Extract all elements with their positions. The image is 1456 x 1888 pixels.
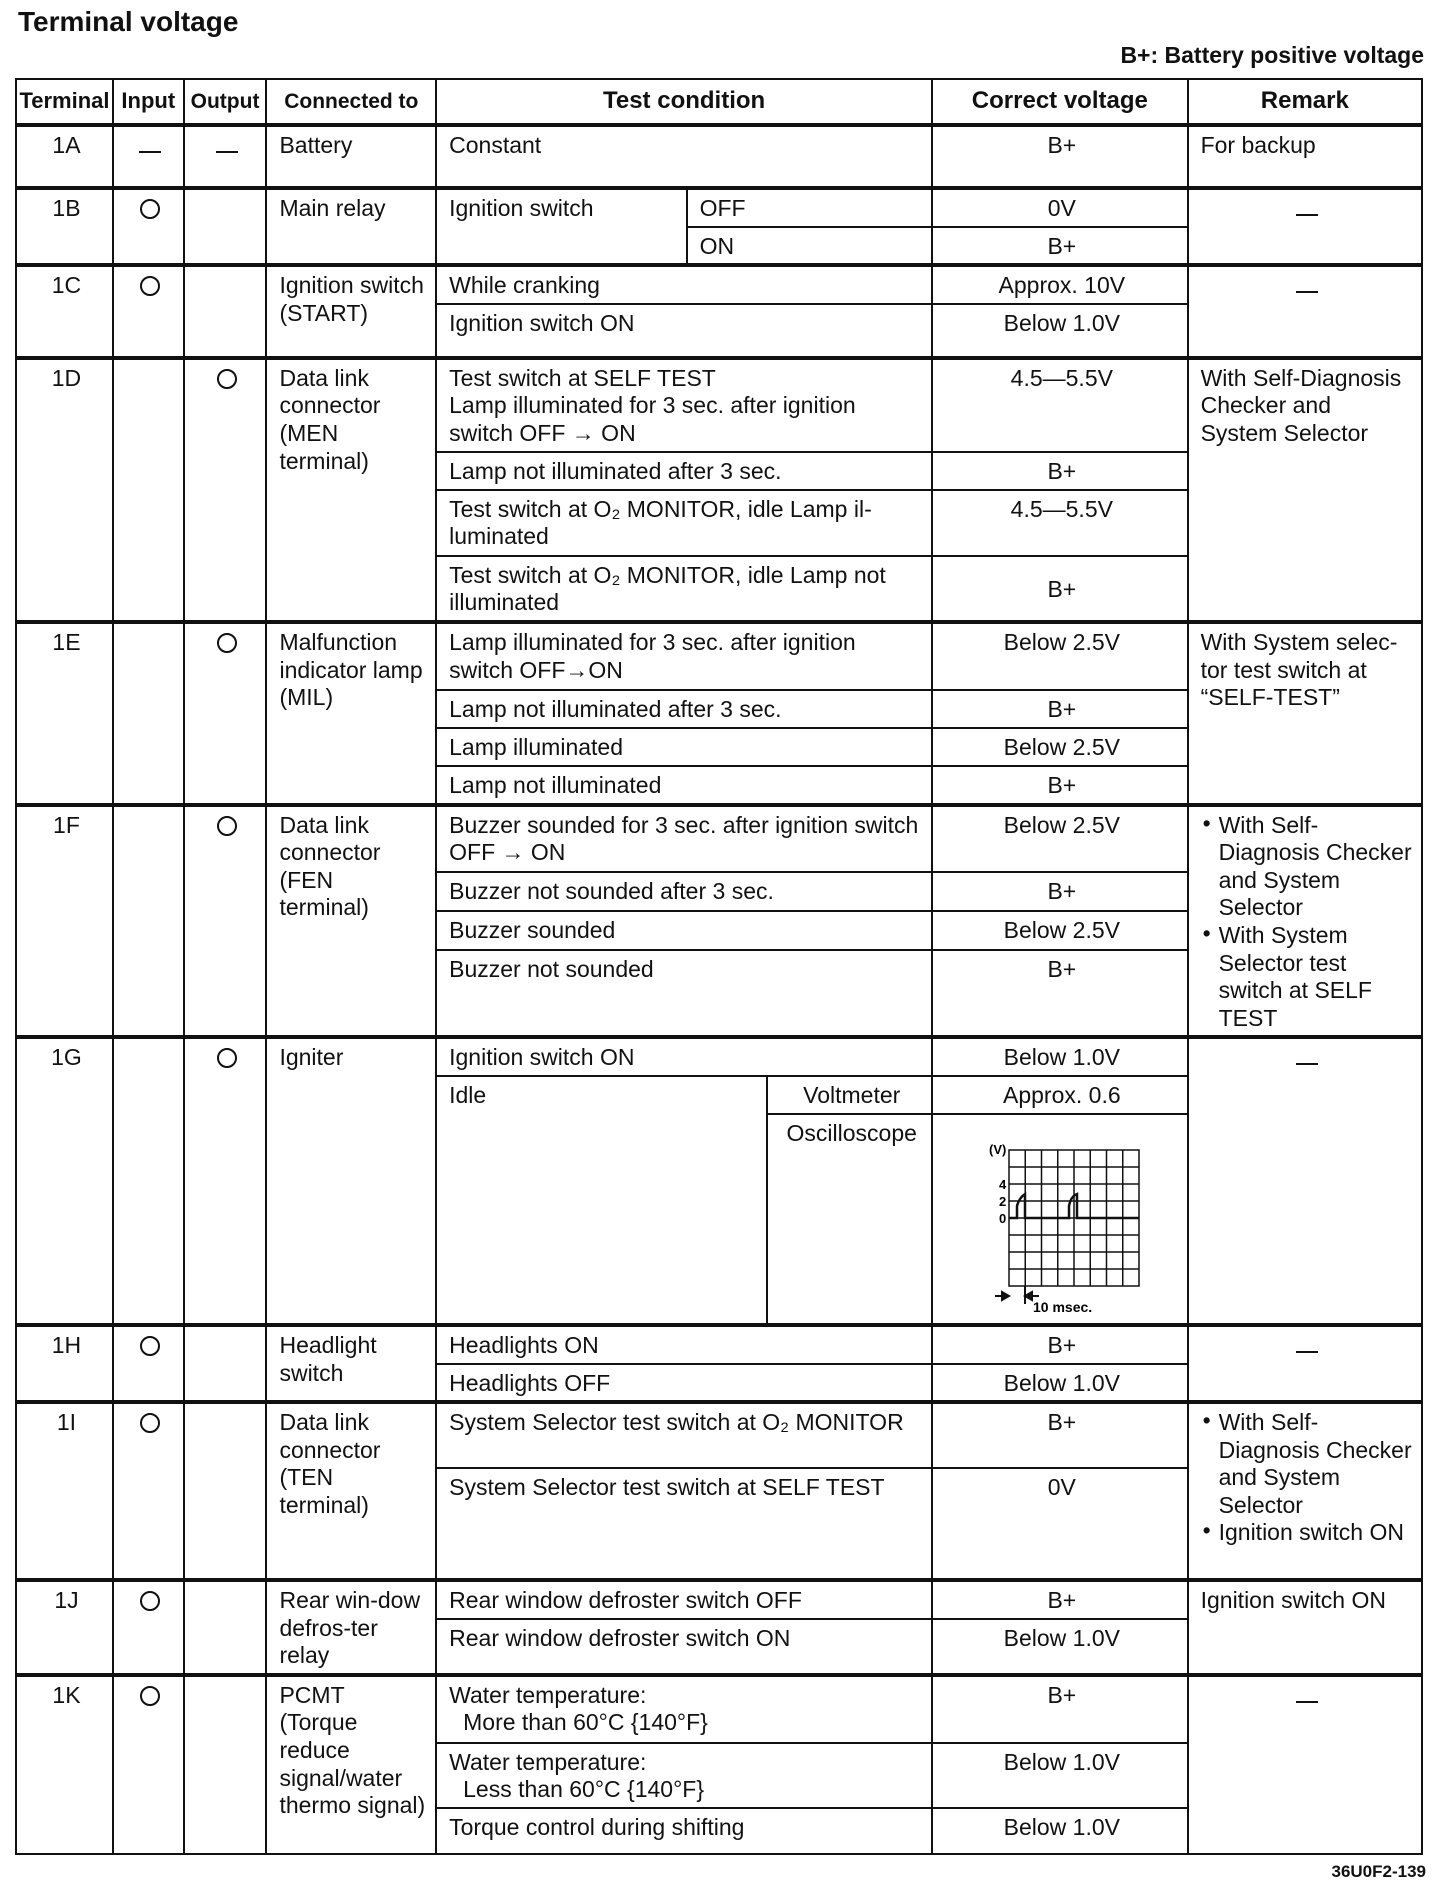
voltage-cell: 0V xyxy=(932,188,1188,227)
voltage-cell: Below 2.5V xyxy=(932,911,1188,950)
connected-to-cell: Battery xyxy=(266,125,436,188)
oscilloscope-cell xyxy=(932,1114,1188,1325)
voltage-cell: 4.5—5.5V xyxy=(932,358,1188,452)
remark-cell: Ignition switch ON xyxy=(1188,1580,1422,1675)
condition-line: Lamp illuminated for 3 sec. after ignition switch OFF → ON xyxy=(449,392,856,446)
voltage-cell: Below 1.0V xyxy=(932,304,1188,358)
remark-cell xyxy=(1188,805,1422,1038)
condition-cell: Idle xyxy=(436,1076,767,1325)
condition-cell: Headlights OFF xyxy=(436,1364,932,1403)
connected-to-cell: Main relay xyxy=(266,188,436,265)
header-correct-voltage: Correct voltage xyxy=(932,79,1188,125)
table-row xyxy=(16,265,1422,304)
output-cell xyxy=(184,805,267,1038)
terminal-cell: 1B xyxy=(16,188,113,265)
remark-cell xyxy=(1188,265,1422,358)
terminal-cell: 1F xyxy=(16,805,113,1038)
terminal-cell: 1G xyxy=(16,1037,113,1325)
voltage-cell: Below 1.0V xyxy=(932,1037,1188,1076)
header-terminal: Terminal xyxy=(16,79,113,125)
remark-item: • With Self-Diagnosis Checker and System Selector xyxy=(1219,812,1413,922)
condition-cell: Ignition switch ON xyxy=(436,1037,932,1076)
terminal-cell: 1H xyxy=(16,1325,113,1402)
voltage-cell: Below 2.5V xyxy=(932,728,1188,766)
voltage-cell: Below 1.0V xyxy=(932,1619,1188,1675)
battery-note: B+: Battery positive voltage xyxy=(1120,42,1424,68)
condition-cell: Test switch at O₂ MONITOR, idle Lamp il-luminated xyxy=(436,490,932,556)
header-connected-to: Connected to xyxy=(266,79,436,125)
scope-y-tick-4: 4 xyxy=(999,1176,1007,1192)
condition-cell: Rear window defroster switch ON xyxy=(436,1619,932,1675)
condition-sub-cell: Oscilloscope xyxy=(767,1114,932,1325)
condition-line: More than 60°C {140°F} xyxy=(463,1709,708,1736)
remark-cell xyxy=(1188,188,1422,265)
condition-sub-cell: ON xyxy=(687,227,932,266)
output-cell xyxy=(184,1037,267,1325)
connected-to-cell: Data link connector (MEN terminal) xyxy=(266,358,436,622)
condition-cell xyxy=(436,1675,932,1743)
output-cell xyxy=(184,125,267,188)
remark-item: • With System Selector test switch at SELF TEST xyxy=(1219,922,1413,1032)
input-circle-icon xyxy=(140,1336,160,1356)
terminal-cell: 1D xyxy=(16,358,113,622)
header-row xyxy=(16,79,1422,125)
connected-to-cell: Malfunction indicator lamp (MIL) xyxy=(266,622,436,805)
connected-to-cell: PCMT (Torque reduce signal/water thermo signal) xyxy=(266,1675,436,1854)
condition-line: Water temperature: xyxy=(449,1748,647,1775)
condition-cell: Ignition switch xyxy=(436,188,686,265)
output-circle-icon xyxy=(217,1048,237,1068)
dash-mark xyxy=(216,151,238,153)
input-circle-icon xyxy=(140,276,160,296)
output-circle-icon xyxy=(217,816,237,836)
output-cell xyxy=(184,1675,267,1854)
output-circle-icon xyxy=(217,369,237,389)
voltage-cell: B+ xyxy=(932,1325,1188,1364)
input-cell xyxy=(113,622,184,805)
condition-cell: Ignition switch ON xyxy=(436,304,932,358)
voltage-cell: 0V xyxy=(932,1468,1188,1580)
condition-cell: Lamp illuminated for 3 sec. after ignition switch OFF→ON xyxy=(436,622,932,690)
condition-cell: Lamp not illuminated xyxy=(436,766,932,805)
dash-mark xyxy=(1296,1351,1318,1353)
table-row xyxy=(16,1402,1422,1468)
dash-mark xyxy=(1296,214,1318,216)
voltage-cell: Below 1.0V xyxy=(932,1808,1188,1854)
remark-cell xyxy=(1188,1675,1422,1854)
condition-cell: Lamp not illuminated after 3 sec. xyxy=(436,452,932,490)
condition-cell xyxy=(436,1743,932,1808)
condition-cell: While cranking xyxy=(436,265,932,304)
voltage-cell: B+ xyxy=(932,1402,1188,1468)
remark-cell xyxy=(1188,1037,1422,1325)
condition-cell: Lamp not illuminated after 3 sec. xyxy=(436,690,932,728)
remark-list xyxy=(1201,812,1413,1033)
terminal-cell: 1K xyxy=(16,1675,113,1854)
page-title: Terminal voltage xyxy=(18,6,239,37)
oscilloscope-waveform xyxy=(945,1120,1145,1316)
voltage-cell: Below 2.5V xyxy=(932,805,1188,873)
input-cell xyxy=(113,1325,184,1402)
condition-cell: Buzzer not sounded after 3 sec. xyxy=(436,872,932,911)
remark-cell: With Self-Diagnosis Checker and System Selector xyxy=(1188,358,1422,622)
voltage-cell: B+ xyxy=(932,1580,1188,1619)
table-row xyxy=(16,125,1422,188)
condition-cell xyxy=(436,358,932,452)
input-cell xyxy=(113,265,184,358)
output-cell xyxy=(184,622,267,805)
condition-cell: Rear window defroster switch OFF xyxy=(436,1580,932,1619)
output-circle-icon xyxy=(217,633,237,653)
remark-cell: For backup xyxy=(1188,125,1422,188)
output-cell xyxy=(184,358,267,622)
table-row xyxy=(16,188,1422,227)
connected-to-cell: Headlight switch xyxy=(266,1325,436,1402)
remark-item: • Ignition switch ON xyxy=(1219,1519,1413,1547)
condition-cell: Headlights ON xyxy=(436,1325,932,1364)
voltage-cell: B+ xyxy=(932,1675,1188,1743)
voltage-cell: 4.5—5.5V xyxy=(932,490,1188,556)
condition-sub-cell: OFF xyxy=(687,188,932,227)
terminal-voltage-table xyxy=(15,78,1423,1855)
input-circle-icon xyxy=(140,1413,160,1433)
figure-id: 36U0F2-139 xyxy=(1331,1862,1426,1881)
dash-mark xyxy=(139,151,161,153)
condition-cell: Test switch at O₂ MONITOR, idle Lamp not illuminated xyxy=(436,556,932,622)
connected-to-cell: Data link connector (TEN terminal) xyxy=(266,1402,436,1580)
voltage-cell: B+ xyxy=(932,452,1188,490)
voltage-cell: Below 1.0V xyxy=(932,1364,1188,1403)
input-cell xyxy=(113,1580,184,1675)
terminal-cell: 1A xyxy=(16,125,113,188)
connected-to-cell: Igniter xyxy=(266,1037,436,1325)
input-cell xyxy=(113,125,184,188)
dash-mark xyxy=(1296,1701,1318,1703)
condition-cell: Lamp illuminated xyxy=(436,728,932,766)
terminal-cell: 1C xyxy=(16,265,113,358)
output-cell xyxy=(184,188,267,265)
voltage-cell: Approx. 0.6 xyxy=(932,1076,1188,1114)
connected-to-cell: Data link connector (FEN terminal) xyxy=(266,805,436,1038)
output-cell xyxy=(184,265,267,358)
condition-cell: Constant xyxy=(436,125,932,188)
header-remark: Remark xyxy=(1188,79,1422,125)
table-row xyxy=(16,1325,1422,1364)
remark-item: • With Self-Diagnosis Checker and System Selector xyxy=(1219,1409,1413,1519)
header-test-condition: Test condition xyxy=(436,79,932,125)
voltage-cell: Below 1.0V xyxy=(932,1743,1188,1808)
table-row xyxy=(16,1580,1422,1619)
input-cell xyxy=(113,1675,184,1854)
scope-time-label: 10 msec. xyxy=(1033,1298,1093,1315)
condition-cell: Torque control during shifting xyxy=(436,1808,932,1854)
table-row xyxy=(16,622,1422,690)
terminal-cell: 1J xyxy=(16,1580,113,1675)
condition-cell: Buzzer sounded for 3 sec. after ignition switch OFF → ON xyxy=(436,805,932,873)
scope-y-tick-0: 0 xyxy=(999,1210,1007,1226)
table-row xyxy=(16,805,1422,873)
condition-cell: System Selector test switch at O₂ MONITOR xyxy=(436,1402,932,1468)
header-output: Output xyxy=(184,79,267,125)
table-row xyxy=(16,1037,1422,1076)
output-cell xyxy=(184,1325,267,1402)
table-row xyxy=(16,358,1422,452)
condition-cell: System Selector test switch at SELF TEST xyxy=(436,1468,932,1580)
input-cell xyxy=(113,1402,184,1580)
connected-to-cell: Rear win-dow defros-ter relay xyxy=(266,1580,436,1675)
oscilloscope-figure xyxy=(945,1120,1179,1320)
voltage-cell: B+ xyxy=(932,950,1188,1038)
voltage-cell: B+ xyxy=(932,872,1188,911)
input-cell xyxy=(113,805,184,1038)
remark-cell: With System selec-tor test switch at “SELF-TEST” xyxy=(1188,622,1422,805)
condition-line: Test switch at SELF TEST xyxy=(449,364,716,391)
terminal-cell: 1I xyxy=(16,1402,113,1580)
output-cell xyxy=(184,1580,267,1675)
dash-mark xyxy=(1296,291,1318,293)
condition-cell: Buzzer not sounded xyxy=(436,950,932,1038)
input-circle-icon xyxy=(140,1686,160,1706)
remark-cell xyxy=(1188,1325,1422,1402)
input-circle-icon xyxy=(140,199,160,219)
condition-cell: Buzzer sounded xyxy=(436,911,932,950)
input-cell xyxy=(113,358,184,622)
dash-mark xyxy=(1296,1063,1318,1065)
voltage-cell: B+ xyxy=(932,690,1188,728)
input-cell xyxy=(113,188,184,265)
terminal-cell: 1E xyxy=(16,622,113,805)
voltage-cell: Below 2.5V xyxy=(932,622,1188,690)
output-cell xyxy=(184,1402,267,1580)
voltage-cell: B+ xyxy=(932,766,1188,805)
voltage-cell: Approx. 10V xyxy=(932,265,1188,304)
scope-unit-label: (V) xyxy=(989,1141,1007,1157)
voltage-cell: B+ xyxy=(932,556,1188,622)
input-cell xyxy=(113,1037,184,1325)
scope-y-tick-2: 2 xyxy=(999,1193,1007,1209)
condition-line: Less than 60°C {140°F} xyxy=(463,1776,705,1803)
voltage-cell: B+ xyxy=(932,227,1188,266)
input-circle-icon xyxy=(140,1591,160,1611)
table-row xyxy=(16,1675,1422,1743)
connected-to-cell: Ignition switch (START) xyxy=(266,265,436,358)
header-input: Input xyxy=(113,79,184,125)
condition-sub-cell: Voltmeter xyxy=(767,1076,932,1114)
voltage-cell: B+ xyxy=(932,125,1188,188)
remark-cell xyxy=(1188,1402,1422,1580)
condition-line: Water temperature: xyxy=(449,1681,647,1708)
remark-list xyxy=(1201,1409,1413,1547)
